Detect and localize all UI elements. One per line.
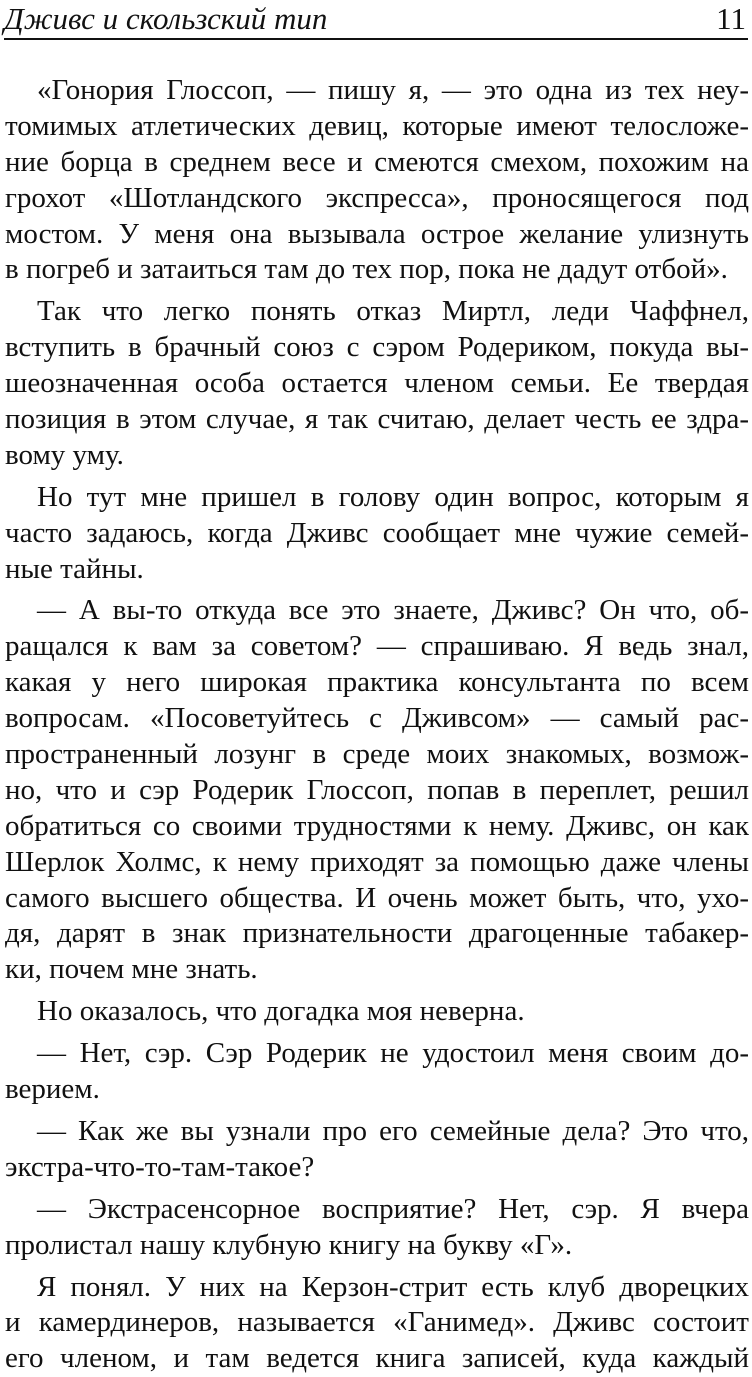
text-line: Я понял. У них на Керзон-стрит есть клуб дворецких xyxy=(5,1270,749,1306)
text-line: дя, дарят в знак признательности драгоценные табакер- xyxy=(5,916,749,952)
text-line: позиция в этом случае, я так считаю, делает честь ее здра- xyxy=(5,402,749,438)
text-line: шеозначенная особа остается членом семьи. Ее твердая xyxy=(5,366,749,402)
text-line: в погреб и затаиться там до тех пор, пока не дадут отбой». xyxy=(5,252,749,288)
text-line: но, что и сэр Родерик Глоссоп, попав в переплет, решил xyxy=(5,773,749,809)
text-line: мостом. У меня она вызывала острое желание улизнуть xyxy=(5,217,749,253)
paragraph xyxy=(5,593,749,988)
text-line: его членом, и там ведется книга записей, куда каждый xyxy=(5,1341,749,1377)
text-line: и камердинеров, называется «Ганимед». Дживс состоит xyxy=(5,1305,749,1341)
text-line: какая у него широкая практика консультанта по всем xyxy=(5,665,749,701)
text-line: Так что легко понять отказ Миртл, леди Чаффнел, xyxy=(5,294,749,330)
text-line: Но тут мне пришел в голову один вопрос, которым я xyxy=(5,480,749,516)
running-title: Дживс и скользский тип xyxy=(4,2,327,36)
text-line: вопросам. «Посоветуйтесь с Дживсом» — самый рас- xyxy=(5,701,749,737)
text-line: Шерлок Холмс, к нему приходят за помощью даже члены xyxy=(5,845,749,881)
paragraph xyxy=(5,294,749,473)
paragraph xyxy=(5,480,749,588)
text-line: часто задаюсь, когда Дживс сообщает мне чужие семей- xyxy=(5,516,749,552)
text-line: «Гонория Глоссоп, — пишу я, — это одна из тех неу- xyxy=(5,73,749,109)
text-line: грохот «Шотландского экспресса», проносящегося под xyxy=(5,181,749,217)
text-line: ные тайны. xyxy=(5,552,749,588)
page-number: 11 xyxy=(716,2,746,36)
paragraph xyxy=(5,73,749,288)
text-line: Но оказалось, что догадка моя неверна. xyxy=(5,994,749,1030)
text-line: — Как же вы узнали про его семейные дела? Это что, xyxy=(5,1114,749,1150)
text-line: ние борца в среднем весе и смеются смехом, похожим на xyxy=(5,145,749,181)
text-line: самого высшего общества. И очень может быть, что, ухо- xyxy=(5,881,749,917)
text-line: вому уму. xyxy=(5,438,749,474)
text-line: — А вы-то откуда все это знаете, Дживс? Он что, об- xyxy=(5,593,749,629)
text-line: — Нет, сэр. Сэр Родерик не удостоил меня своим до- xyxy=(5,1036,749,1072)
text-line: экстра-что-то-там-такое? xyxy=(5,1150,749,1186)
paragraph xyxy=(5,1114,749,1186)
body-text xyxy=(5,73,749,1377)
paragraph xyxy=(5,994,749,1030)
text-line: томимых атлетических девиц, которые имеют телосложе- xyxy=(5,109,749,145)
text-line: — Экстрасенсорное восприятие? Нет, сэр. Я вчера xyxy=(5,1192,749,1228)
text-line: пролистал нашу клубную книгу на букву «Г». xyxy=(5,1228,749,1264)
running-header xyxy=(4,0,748,40)
text-line: ращался к вам за советом? — спрашиваю. Я ведь знал, xyxy=(5,629,749,665)
paragraph xyxy=(5,1270,749,1377)
paragraph xyxy=(5,1192,749,1264)
text-line: обратиться со своими трудностями к нему. Дживс, он как xyxy=(5,809,749,845)
text-line: вступить в брачный союз с сэром Родериком, покуда вы- xyxy=(5,330,749,366)
paragraph xyxy=(5,1036,749,1108)
text-line: верием. xyxy=(5,1072,749,1108)
text-line: ки, почем мне знать. xyxy=(5,952,749,988)
text-line: пространенный лозунг в среде моих знакомых, возмож- xyxy=(5,737,749,773)
